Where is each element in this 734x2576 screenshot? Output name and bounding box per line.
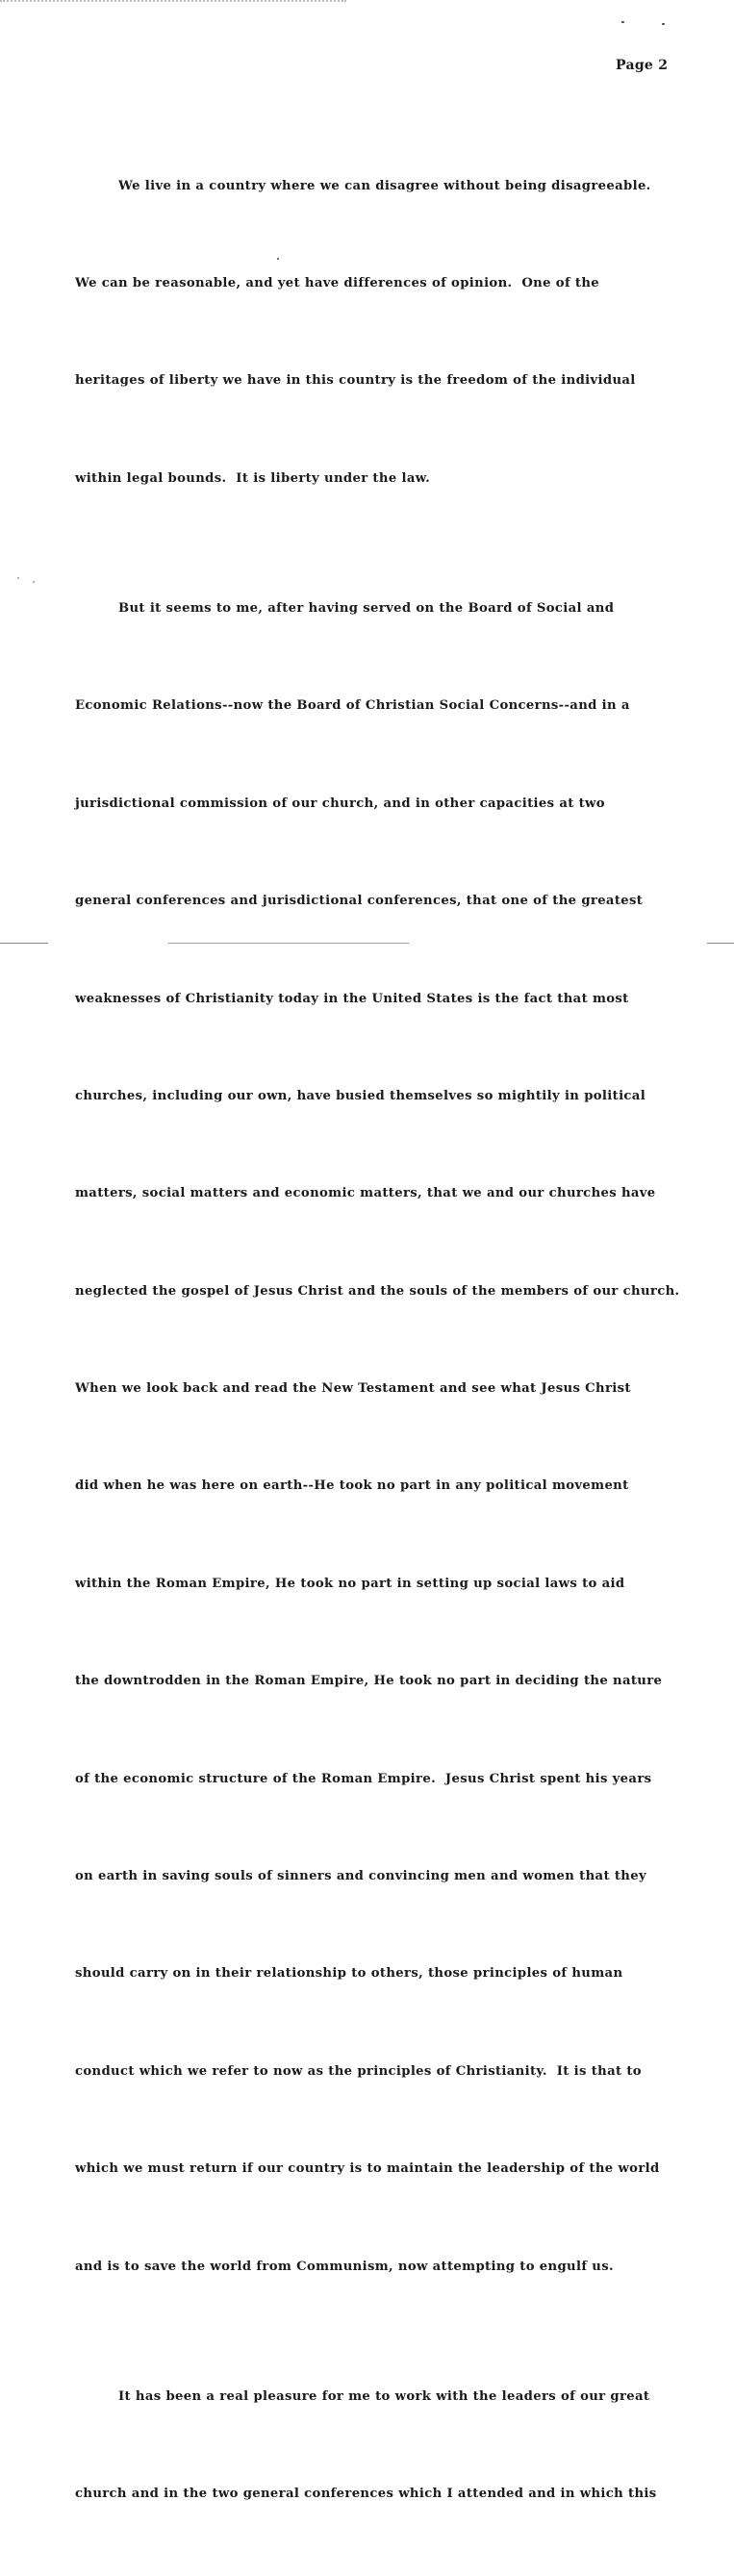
text-line: We can be reasonable, and yet have differences of opinion. One of the — [75, 275, 600, 290]
text-line: We live in a country where we can disagree without being disagreeable. — [118, 178, 651, 193]
scan-artifact-top-border — [0, 0, 346, 4]
text-line: on earth in saving souls of sinners and convincing men and women that they — [75, 1869, 646, 1884]
text-line: within the Roman Empire, He took no part in setting up social laws to aid — [75, 1576, 625, 1591]
scan-artifact-bottom-rule — [0, 943, 48, 944]
text-line: matters, social matters and economic matters, that we and our churches have — [75, 1186, 656, 1201]
scan-artifact-bottom-rule — [707, 943, 734, 944]
text-line: which we must return if our country is to maintain the leadership of the world — [75, 2161, 660, 2177]
text-line: When we look back and read the New Testament and see what Jesus Christ — [75, 1381, 631, 1397]
text-line: conduct which we refer to now as the principles of Christianity. It is that to — [75, 2063, 642, 2079]
text-line: jurisdictional commission of our church, and in other capacities at two — [75, 796, 605, 811]
text-line: churches, including our own, have busied themselves so mightily in political — [75, 1088, 646, 1103]
text-line: the downtrodden in the Roman Empire, He took no part in deciding the nature — [75, 1674, 663, 1689]
text-line: But it seems to me, after having served on the Board of Social and — [118, 600, 615, 616]
body-text — [75, 105, 710, 2576]
scan-speck — [33, 581, 35, 583]
text-line: of the economic structure of the Roman Empire. Jesus Christ spent his years — [75, 1771, 652, 1786]
text-line: church and in the two general conferences which I attended and in which this — [75, 2487, 657, 2502]
text-line: should carry on in their relationship to others, those principles of human — [75, 1966, 623, 1982]
scan-artifact-bottom-rule — [168, 943, 409, 944]
text-line: neglected the gospel of Jesus Christ and the souls of the members of our church. — [75, 1283, 680, 1299]
text-line: within legal bounds. It is liberty under the law. — [75, 470, 431, 486]
text-line: heritages of liberty we have in this country is the freedom of the individual — [75, 373, 636, 389]
scan-speck — [17, 577, 19, 579]
text-line: It has been a real pleasure for me to work with the leaders of our great — [118, 2388, 650, 2404]
text-line: general conferences and jurisdictional conferences, that one of the greatest — [75, 894, 644, 909]
text-line: weaknesses of Christianity today in the United States is the fact that most — [75, 991, 629, 1006]
text-line: and is to save the world from Communism, now attempting to engulf us. — [75, 2259, 614, 2274]
page-number: Page 2 — [616, 58, 669, 73]
text-line: Economic Relations--now the Board of Christian Social Concerns--and in a — [75, 698, 630, 714]
scan-speck — [621, 21, 624, 23]
text-line: did when he was here on earth--He took no part in any political movement — [75, 1478, 629, 1494]
scan-speck — [662, 23, 665, 25]
